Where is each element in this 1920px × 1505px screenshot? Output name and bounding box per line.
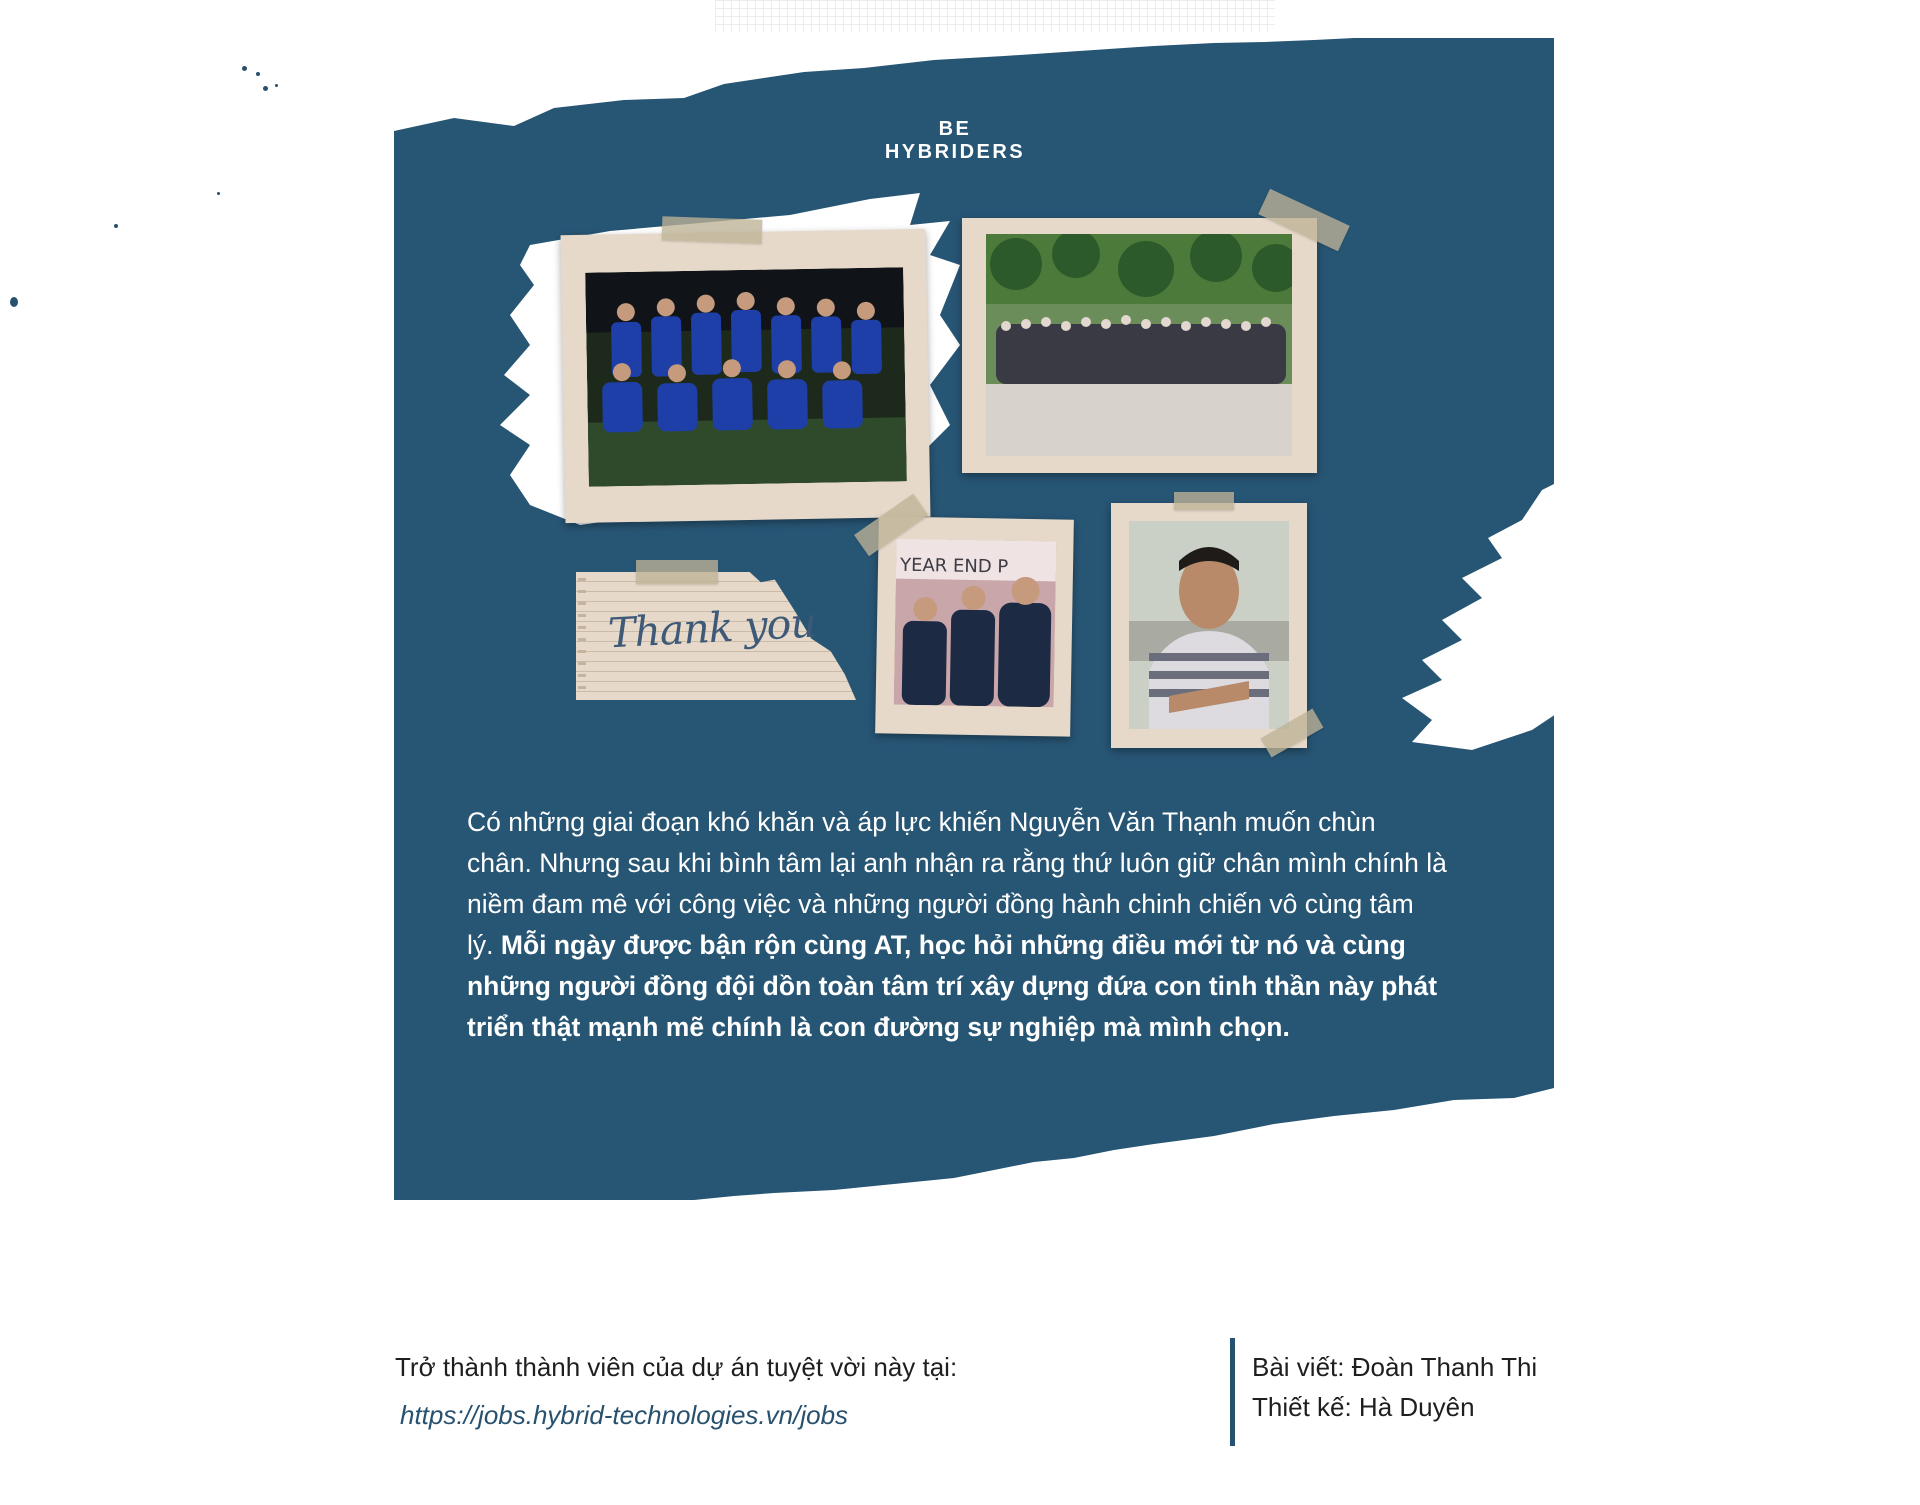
ink-dot [263, 86, 268, 91]
grid-texture [715, 0, 1275, 32]
ink-dot [10, 297, 18, 307]
credits-divider [1230, 1338, 1235, 1446]
photo-frame-group [962, 218, 1317, 473]
photo-football-team [585, 267, 907, 487]
ink-dot [217, 192, 220, 195]
photo-year-end-party [894, 539, 1057, 708]
tape [1174, 492, 1234, 510]
party-sign: YEAR END P [899, 554, 1009, 578]
photo-frame-football [561, 229, 931, 523]
jobs-link[interactable]: https://jobs.hybrid-technologies.vn/jobs [400, 1400, 849, 1430]
tape [636, 560, 718, 584]
credit-writer: Bài viết: Đoàn Thanh Thi [1252, 1352, 1538, 1382]
paragraph-highlight: Mỗi ngày được bận rộn cùng AT, học hỏi những điều mới từ nó và cùng những người đồng đội dồn toàn tâm trí xây dựng đứa con tinh thần này phát triển thật mạnh mẽ chính là con đường sự nghiệp mà mình chọn. [467, 930, 1438, 1042]
thank-you-text: Thank you [606, 598, 817, 658]
photo-frame-party [875, 516, 1074, 736]
brand-title: BE HYBRIDERS [884, 118, 1026, 163]
photo-portrait [1129, 521, 1289, 729]
paragraph-plain: Có những giai đoạn khó khăn và áp lực khiến Nguyễn Văn Thạnh muốn chùn chân. Nhưng sau khi bình tâm lại anh nhận ra rằng thứ luôn giữ chân mình chính là niềm đam mê với công việc và những người đồng hành chinh chiến vô cùng tâm lý. [467, 807, 1447, 960]
join-label: Trở thành thành viên của dự án tuyệt vời này tại: [395, 1352, 958, 1382]
note-holes [578, 578, 586, 694]
ink-dot [242, 66, 247, 71]
credit-designer: Thiết kế: Hà Duyên [1252, 1392, 1475, 1422]
tape [662, 216, 763, 243]
photo-company-trip [986, 234, 1292, 456]
feature-paragraph [467, 802, 1447, 1048]
ink-dot [275, 84, 278, 87]
ink-dot [256, 72, 260, 76]
photo-frame-portrait [1111, 503, 1307, 748]
ink-dot [114, 224, 118, 228]
